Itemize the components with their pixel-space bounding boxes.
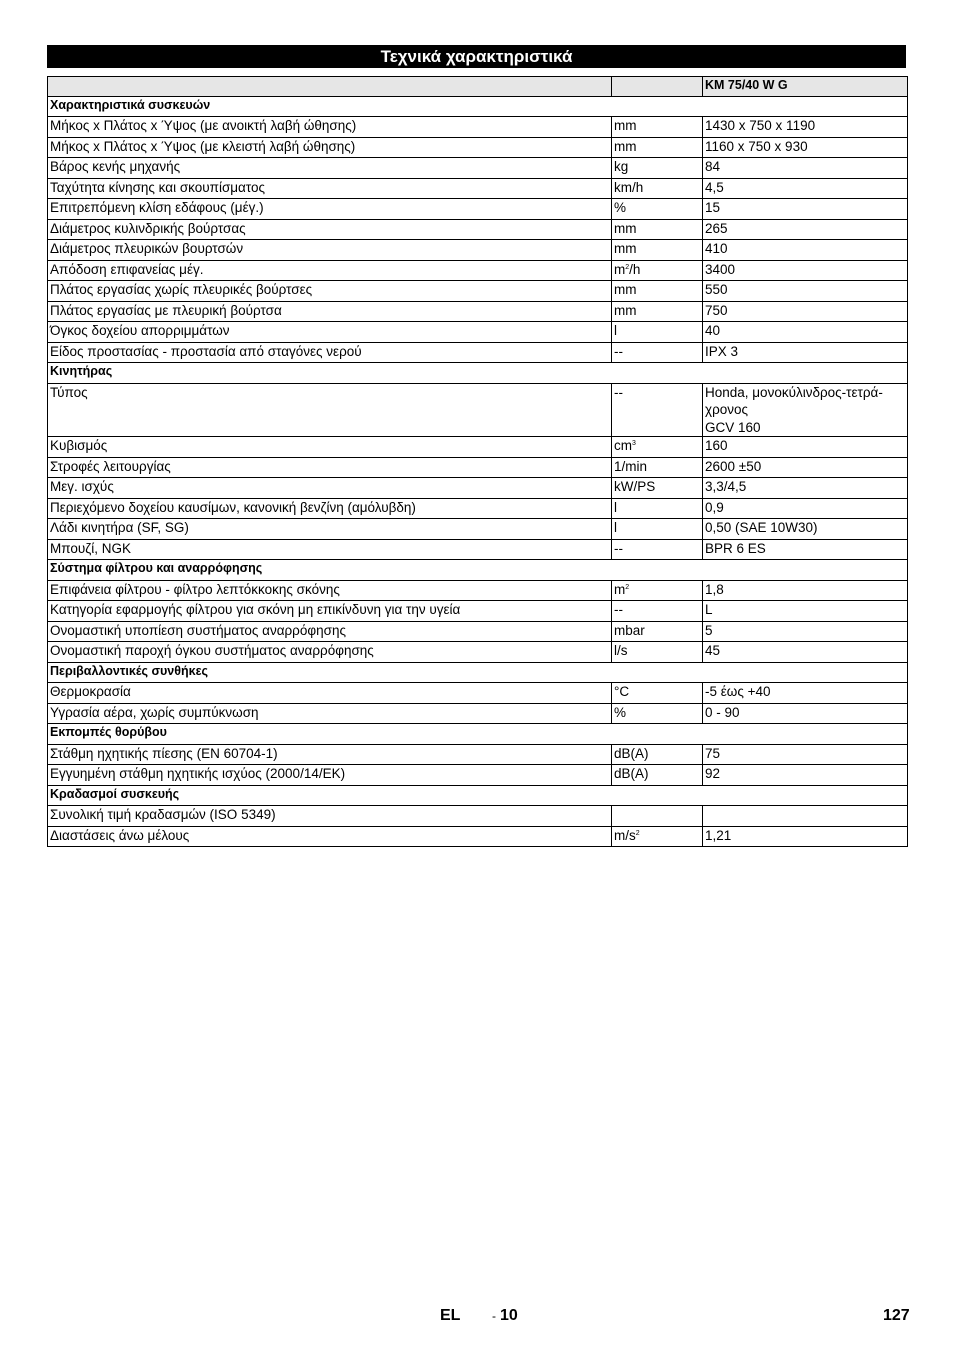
section-title: Χαρακτηριστικά συσκευών bbox=[48, 96, 908, 117]
spec-unit-text: kg bbox=[614, 159, 629, 174]
spec-unit-text: dB(A) bbox=[614, 766, 649, 781]
spec-value-line: Honda, μονοκύλινδρος-τετρά-χρονος bbox=[705, 384, 883, 417]
table-row bbox=[48, 580, 908, 601]
spec-unit bbox=[612, 806, 703, 827]
table-row bbox=[48, 744, 908, 765]
spec-value: 3400 bbox=[703, 260, 908, 281]
spec-label: Απόδοση επιφανείας μέγ. bbox=[48, 260, 612, 281]
spec-unit bbox=[612, 240, 703, 261]
spec-label: Κυβισμός bbox=[48, 437, 612, 458]
spec-unit-text: mm bbox=[614, 220, 637, 236]
spec-unit bbox=[612, 437, 703, 458]
spec-label: Πλάτος εργασίας με πλευρική βούρτσα bbox=[48, 301, 612, 322]
spec-label: Μήκος x Πλάτος x Ύψος (με ανοικτή λαβή ώθησης) bbox=[48, 117, 612, 138]
spec-unit-text: m bbox=[614, 581, 626, 597]
spec-label: Εγγυημένη στάθμη ηχητικής ισχύος (2000/14/EK) bbox=[48, 765, 612, 786]
spec-unit-text: m/s bbox=[614, 827, 636, 843]
spec-value: 750 bbox=[703, 301, 908, 322]
footer-page-number: 127 bbox=[883, 1307, 910, 1324]
spec-label: Πλάτος εργασίας χωρίς πλευρικές βούρτσες bbox=[48, 281, 612, 302]
spec-value: 2600 ±50 bbox=[703, 457, 908, 478]
spec-value: 410 bbox=[703, 240, 908, 261]
spec-unit-text: -- bbox=[614, 540, 623, 556]
spec-unit bbox=[612, 683, 703, 704]
spec-unit bbox=[612, 260, 703, 281]
header-unit-cell bbox=[612, 77, 703, 97]
spec-unit-suffix: /h bbox=[629, 261, 641, 277]
footer-language: EL bbox=[440, 1307, 461, 1324]
table-row bbox=[48, 478, 908, 499]
spec-unit-text: mm bbox=[614, 302, 637, 318]
spec-unit bbox=[612, 601, 703, 622]
spec-unit-text: km/h bbox=[614, 179, 644, 195]
spec-unit bbox=[612, 519, 703, 540]
table-row bbox=[48, 260, 908, 281]
table-row bbox=[48, 642, 908, 663]
technical-data-table bbox=[47, 76, 908, 847]
spec-unit bbox=[612, 199, 703, 220]
table-row bbox=[48, 178, 908, 199]
spec-label: Τύπος bbox=[48, 383, 612, 437]
spec-label: Μπουζί, NGK bbox=[48, 539, 612, 560]
spec-unit-text: % bbox=[614, 200, 627, 215]
spec-unit bbox=[612, 342, 703, 363]
spec-unit-superscript: 2 bbox=[625, 263, 630, 271]
spec-unit-text: dB(A) bbox=[614, 745, 649, 761]
spec-value: 160 bbox=[703, 437, 908, 458]
spec-label: Βάρος κενής μηχανής bbox=[48, 158, 612, 179]
section-title: Κραδασμοί συσκευής bbox=[48, 785, 908, 806]
section-title: Κινητήρας bbox=[48, 363, 908, 384]
spec-value: 0 - 90 bbox=[703, 703, 908, 724]
table-row bbox=[48, 806, 908, 827]
spec-unit-text: cm bbox=[614, 438, 632, 453]
spec-label: Ονομαστική παροχή όγκου συστήματος αναρρόφησης bbox=[48, 642, 612, 663]
spec-label: Διάμετρος πλευρικών βουρτσών bbox=[48, 240, 612, 261]
spec-unit bbox=[612, 383, 703, 437]
spec-unit-text: -- bbox=[614, 384, 623, 400]
spec-label: Συνολική τιμή κραδασμών (ISO 5349) bbox=[48, 806, 612, 827]
spec-value: 84 bbox=[703, 158, 908, 179]
footer-dash: - bbox=[492, 1309, 496, 1323]
spec-label: Λάδι κινητήρα (SF, SG) bbox=[48, 519, 612, 540]
page-title: Τεχνικά χαρακτηριστικά bbox=[47, 45, 906, 68]
spec-value bbox=[703, 383, 908, 437]
spec-label: Επιφάνεια φίλτρου - φίλτρο λεπτόκκοκης σκόνης bbox=[48, 580, 612, 601]
table-row bbox=[48, 199, 908, 220]
spec-unit bbox=[612, 580, 703, 601]
spec-value: BPR 6 ES bbox=[703, 539, 908, 560]
spec-value: 0,50 (SAE 10W30) bbox=[703, 519, 908, 540]
section-title: Περιβαλλοντικές συνθήκες bbox=[48, 662, 908, 683]
spec-unit-superscript: 2 bbox=[625, 583, 630, 591]
spec-unit bbox=[612, 281, 703, 302]
spec-unit-text: m bbox=[614, 261, 626, 277]
table-row bbox=[48, 219, 908, 240]
spec-value: 75 bbox=[703, 744, 908, 765]
spec-value: 1160 x 750 x 930 bbox=[703, 137, 908, 158]
table-row bbox=[48, 703, 908, 724]
table-row bbox=[48, 826, 908, 847]
spec-unit bbox=[612, 457, 703, 478]
table-row bbox=[48, 457, 908, 478]
spec-unit-text: -- bbox=[614, 343, 623, 359]
spec-unit-text: mm bbox=[614, 241, 637, 256]
spec-value: 92 bbox=[703, 765, 908, 786]
spec-value: 1,21 bbox=[703, 826, 908, 847]
table-row bbox=[48, 281, 908, 302]
spec-unit-text: l bbox=[614, 499, 617, 515]
spec-unit bbox=[612, 498, 703, 519]
footer-section-page-number: 10 bbox=[500, 1307, 518, 1324]
table-row bbox=[48, 342, 908, 363]
spec-unit bbox=[612, 703, 703, 724]
spec-unit bbox=[612, 219, 703, 240]
spec-unit bbox=[612, 301, 703, 322]
spec-label: Υγρασία αέρα, χωρίς συμπύκνωση bbox=[48, 703, 612, 724]
table-row bbox=[48, 539, 908, 560]
header-model-cell: KM 75/40 W G bbox=[703, 77, 908, 97]
spec-value: 45 bbox=[703, 642, 908, 663]
spec-unit-text: mm bbox=[614, 138, 637, 154]
spec-unit bbox=[612, 744, 703, 765]
spec-value: 3,3/4,5 bbox=[703, 478, 908, 499]
spec-unit-text: l bbox=[614, 323, 617, 338]
table-row bbox=[48, 498, 908, 519]
table-row bbox=[48, 137, 908, 158]
spec-value: -5 έως +40 bbox=[703, 683, 908, 704]
spec-label: Μεγ. ισχύς bbox=[48, 478, 612, 499]
spec-unit-text: 1/min bbox=[614, 458, 648, 474]
table-row bbox=[48, 437, 908, 458]
spec-unit-text: l bbox=[614, 520, 617, 535]
technical-data-table-body bbox=[48, 77, 908, 847]
spec-label: Ταχύτητα κίνησης και σκουπίσματος bbox=[48, 178, 612, 199]
spec-unit bbox=[612, 117, 703, 138]
table-row bbox=[48, 765, 908, 786]
spec-value: 15 bbox=[703, 199, 908, 220]
spec-unit bbox=[612, 826, 703, 847]
table-row bbox=[48, 301, 908, 322]
section-row bbox=[48, 363, 908, 384]
table-row bbox=[48, 601, 908, 622]
spec-unit bbox=[612, 765, 703, 786]
spec-value: 1,8 bbox=[703, 580, 908, 601]
spec-label: Επιτρεπόμενη κλίση εδάφους (μέγ.) bbox=[48, 199, 612, 220]
spec-unit-text: l/s bbox=[614, 643, 628, 658]
table-row bbox=[48, 683, 908, 704]
spec-unit-text: mm bbox=[614, 118, 637, 133]
table-row bbox=[48, 383, 908, 437]
table-row bbox=[48, 322, 908, 343]
section-row bbox=[48, 662, 908, 683]
spec-unit-text: % bbox=[614, 704, 627, 720]
table-row bbox=[48, 158, 908, 179]
section-row bbox=[48, 724, 908, 745]
spec-value: IPX 3 bbox=[703, 342, 908, 363]
table-row bbox=[48, 240, 908, 261]
spec-value: L bbox=[703, 601, 908, 622]
section-row bbox=[48, 785, 908, 806]
spec-unit bbox=[612, 478, 703, 499]
spec-unit bbox=[612, 137, 703, 158]
spec-value: 265 bbox=[703, 219, 908, 240]
spec-value bbox=[703, 806, 908, 827]
spec-value: 0,9 bbox=[703, 498, 908, 519]
spec-unit-text: mbar bbox=[614, 622, 645, 638]
section-row bbox=[48, 96, 908, 117]
spec-label: Διαστάσεις άνω μέλους bbox=[48, 826, 612, 847]
footer-section-page bbox=[492, 1307, 518, 1325]
spec-unit-text: °C bbox=[614, 684, 630, 699]
spec-unit-text: mm bbox=[614, 282, 637, 297]
spec-value: 1430 x 750 x 1190 bbox=[703, 117, 908, 138]
spec-label: Ονομαστική υποπίεση συστήματος αναρρόφησης bbox=[48, 621, 612, 642]
spec-unit-superscript: 2 bbox=[635, 829, 640, 837]
spec-label: Είδος προστασίας - προστασία από σταγόνες νερού bbox=[48, 342, 612, 363]
section-title: Εκπομπές θορύβου bbox=[48, 724, 908, 745]
table-row bbox=[48, 519, 908, 540]
spec-label: Στάθμη ηχητικής πίεσης (EN 60704-1) bbox=[48, 744, 612, 765]
spec-label: Μήκος x Πλάτος x Ύψος (με κλειστή λαβή ώθησης) bbox=[48, 137, 612, 158]
spec-label: Περιεχόμενο δοχείου καυσίμων, κανονική βενζίνη (αμόλυβδη) bbox=[48, 498, 612, 519]
spec-unit bbox=[612, 539, 703, 560]
spec-unit bbox=[612, 621, 703, 642]
spec-unit-text: -- bbox=[614, 602, 623, 617]
header-label-cell bbox=[48, 77, 612, 97]
spec-value: 5 bbox=[703, 621, 908, 642]
spec-label: Θερμοκρασία bbox=[48, 683, 612, 704]
spec-value: 4,5 bbox=[703, 178, 908, 199]
spec-unit bbox=[612, 642, 703, 663]
table-row bbox=[48, 621, 908, 642]
spec-unit bbox=[612, 178, 703, 199]
spec-label: Διάμετρος κυλινδρικής βούρτσας bbox=[48, 219, 612, 240]
spec-value-line: GCV 160 bbox=[705, 419, 761, 435]
spec-label: Όγκος δοχείου απορριμμάτων bbox=[48, 322, 612, 343]
section-row bbox=[48, 560, 908, 581]
spec-value: 550 bbox=[703, 281, 908, 302]
spec-unit bbox=[612, 322, 703, 343]
spec-unit-text: kW/PS bbox=[614, 479, 656, 494]
spec-label: Κατηγορία εφαρμογής φίλτρου για σκόνη μη επικίνδυνη για την υγεία bbox=[48, 601, 612, 622]
table-header-row bbox=[48, 77, 908, 97]
section-title: Σύστημα φίλτρου και αναρρόφησης bbox=[48, 560, 908, 581]
spec-unit-superscript: 3 bbox=[632, 440, 636, 447]
spec-unit bbox=[612, 158, 703, 179]
table-row bbox=[48, 117, 908, 138]
spec-label: Στροφές λειτουργίας bbox=[48, 457, 612, 478]
spec-value: 40 bbox=[703, 322, 908, 343]
